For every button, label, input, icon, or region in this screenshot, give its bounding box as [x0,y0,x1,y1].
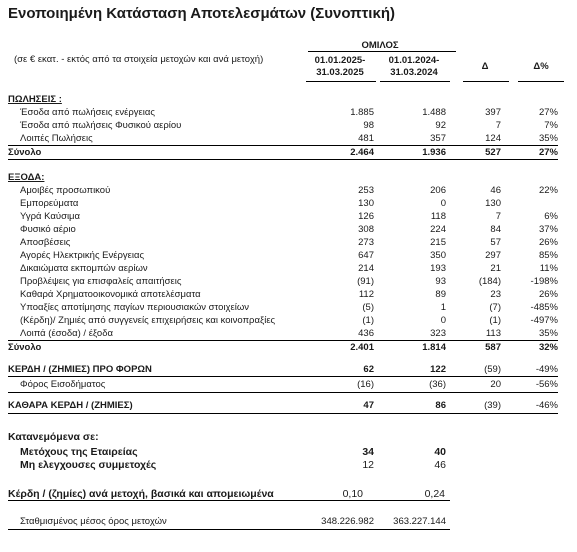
weighted-shares-rule [8,529,450,530]
table-row [0,185,577,197]
period-2025-start: 01.01.2025- [314,55,366,66]
value-delta: 113 [485,328,501,339]
table-row [0,198,577,210]
value-2025: 98 [363,120,374,131]
value-2024: 122 [430,364,446,375]
table-row [0,446,577,458]
value-delta-pct: 27% [538,147,558,158]
value-2024: 1.936 [422,147,446,158]
value-delta: 124 [485,133,501,144]
delta-header: Δ [481,61,489,72]
value-2024: 357 [430,133,446,144]
row-label: Σταθμισμένος μέσος όρος μετοχών [20,516,167,527]
value-delta: 46 [490,185,501,196]
table-row [0,250,577,262]
row-label: Μη ελεγχουσες συμμετοχές [20,459,157,471]
value-delta-pct: 27% [538,107,558,118]
value-2024: 1.488 [422,107,446,118]
table-row [0,328,577,340]
row-label: Υποαξίες αποτίμησης παγίων περιουσιακών στοιχείων [20,302,250,313]
value-delta-pct: 26% [538,289,558,300]
delta-pct-header: Δ% [533,61,549,72]
allocation-heading [0,431,577,443]
row-label: Λοιπά (έσοδα) / έξοδα [20,328,113,339]
row-label: (Κέρδη)/ Ζημιές από συγγενείς επιχειρήσεις και κοινοπραξίες [20,315,276,326]
value-2024: 89 [435,289,446,300]
value-delta: 7 [495,120,501,131]
row-label: Κέρδη / (ζημίες) ανά μετοχή, βασικά και απομειωμένα [8,488,274,500]
row-label: Έσοδα από πωλήσεις Φυσικού αερίου [20,120,182,131]
weighted-shares-row [0,516,577,528]
row-label: Φόρος Εισοδήματος [20,379,106,390]
value-2025: 647 [358,250,374,261]
value-delta: 130 [485,198,501,209]
table-row [0,289,577,301]
value-2025: 1.885 [350,107,374,118]
row-label: Φυσικό αέριο [20,224,76,235]
section-sales-heading [0,94,577,106]
value-2024: 215 [430,237,446,248]
page-title: Ενοποιημένη Κατάσταση Αποτελεσμάτων (Συνοπτική) [8,5,395,22]
profit-before-tax-rule [8,376,558,377]
value-2024: 1.814 [422,342,446,353]
group-underline [308,51,456,52]
value-2024: 224 [430,224,446,235]
value-2025: 253 [358,185,374,196]
sales-total-bottom-rule [8,159,558,160]
value-delta-pct: 11% [539,263,558,274]
sales-total-row [0,147,577,159]
value-delta: 21 [490,263,501,274]
row-label: Δικαιώματα εκπομπών αερίων [20,263,148,274]
value-delta-pct: 26% [538,237,558,248]
header-rule-delta [463,81,509,82]
table-row [0,263,577,275]
value-2025: 34 [362,446,374,458]
value-delta-pct: -497% [530,315,558,326]
table-row [0,120,577,132]
value-2025: 0,10 [342,488,363,500]
value-delta: (7) [489,302,501,313]
value-2025: (91) [357,276,374,287]
value-delta-pct: 32% [538,342,558,353]
value-2024: 206 [430,185,446,196]
value-2024: 0,24 [424,488,445,500]
value-delta: 397 [485,107,501,118]
value-2024: 323 [430,328,446,339]
value-2024: 46 [434,459,446,471]
value-2024: (36) [429,379,446,390]
row-label: Υγρά Καύσιμα [20,211,81,222]
table-row [0,315,577,327]
value-delta-pct: -198% [530,276,558,287]
value-2025: 436 [358,328,374,339]
value-delta-pct: 7% [544,120,558,131]
value-2025: 126 [358,211,374,222]
row-label: Αμοιβές προσωπικού [20,185,111,196]
value-delta-pct: -485% [530,302,558,313]
value-2025: 2.464 [350,147,374,158]
header-rule-delta-pct [518,81,564,82]
value-2025: 130 [358,198,374,209]
row-label: Κατανεμόμενα σε: [8,431,99,443]
period-2024-header [378,55,450,79]
value-2025: 12 [362,459,374,471]
value-delta-pct: 85% [538,250,558,261]
value-delta: (59) [484,364,501,375]
value-2024: 350 [430,250,446,261]
units-note: (σε € εκατ. - εκτός από τα στοιχεία μετοχών και ανά μετοχή) [14,54,264,65]
row-label: Έσοδα από πωλήσεις ενέργειας [20,107,155,118]
row-label: Σύνολο [8,342,42,353]
value-2024: 363.227.144 [393,516,446,527]
row-label: Αγορές Ηλεκτρικής Ενέργειας [20,250,145,261]
net-profit-row [0,400,577,412]
row-label: Σύνολο [8,147,42,158]
row-label: Μετόχους της Εταιρείας [20,446,138,458]
table-row [0,224,577,236]
row-label: ΠΩΛΗΣΕΙΣ : [8,94,62,105]
value-2025: 112 [358,289,374,300]
net-profit-top-rule [8,392,558,393]
value-2025: 214 [358,263,374,274]
value-delta: 57 [490,237,501,248]
value-delta-pct: 35% [538,133,558,144]
row-label: Καθαρά Χρηματοοικονομικά αποτελέσματα [20,289,201,300]
profit-before-tax-row [0,364,577,376]
value-delta: 84 [490,224,501,235]
value-delta: 7 [495,211,501,222]
value-delta: (39) [484,400,501,411]
value-delta: 587 [485,342,501,353]
period-2024-start: 01.01.2024- [388,55,440,66]
value-2024: 92 [435,120,446,131]
value-2025: 2.401 [350,342,374,353]
value-delta-pct: -46% [535,400,558,411]
row-label: Λοιπές Πωλήσεις [20,133,93,144]
value-delta: 297 [485,250,501,261]
table-row [0,211,577,223]
value-delta: 20 [490,379,501,390]
table-row [0,276,577,288]
period-2025-end: 31.03.2025 [316,67,364,78]
expenses-total-rule [8,340,558,341]
table-row [0,379,577,391]
value-2024: 0 [440,315,446,326]
row-label: Εμπορεύματα [20,198,79,209]
value-2025: 273 [358,237,374,248]
value-2024: 93 [435,276,446,287]
value-2025: 348.226.982 [321,516,374,527]
value-delta-pct: 22% [538,185,558,196]
value-2025: (1) [362,315,374,326]
section-expenses-heading [0,172,577,184]
eps-row [0,488,577,500]
table-row [0,459,577,471]
eps-rule [8,500,450,501]
value-delta-pct: 37% [538,224,558,235]
value-2024: 193 [430,263,446,274]
table-row [0,237,577,249]
value-2025: 47 [363,400,374,411]
value-2024: 0 [440,198,446,209]
row-label: ΚΑΘΑΡΑ ΚΕΡΔΗ / (ΖΗΜΙΕΣ) [8,400,133,411]
value-2024: 86 [435,400,446,411]
value-2025: 308 [358,224,374,235]
value-2025: 62 [363,364,374,375]
sales-total-rule [8,145,558,146]
value-2025: (5) [362,302,374,313]
row-label: ΚΕΡΔΗ / (ΖΗΜΙΕΣ) ΠΡΟ ΦΟΡΩΝ [8,364,152,375]
value-2025: 481 [358,133,374,144]
table-row [0,302,577,314]
value-delta: (184) [478,276,501,287]
row-label: Προβλέψεις για επισφαλείς απαιτήσεις [20,276,182,287]
expenses-total-row [0,342,577,354]
header-rule-2025 [306,81,376,82]
row-label: ΕΞΟΔΑ: [8,172,45,183]
period-2024-end: 31.03.2024 [390,67,438,78]
table-row [0,133,577,145]
value-delta: 23 [490,289,501,300]
row-label: Αποσβέσεις [20,237,71,248]
value-2025: (16) [357,379,374,390]
value-delta-pct: -49% [535,364,558,375]
value-delta: (1) [489,315,501,326]
group-header: ΟΜΙΛΟΣ [361,40,399,51]
value-delta: 527 [485,147,501,158]
value-delta-pct: 35% [538,328,558,339]
table-row [0,107,577,119]
value-2024: 118 [430,211,446,222]
value-delta-pct: 6% [544,211,558,222]
period-2025-header [304,55,376,79]
value-2024: 1 [440,302,446,313]
value-2024: 40 [434,446,446,458]
value-delta-pct: -56% [535,379,558,390]
header-rule-2024 [380,81,450,82]
net-profit-rule [8,413,558,414]
